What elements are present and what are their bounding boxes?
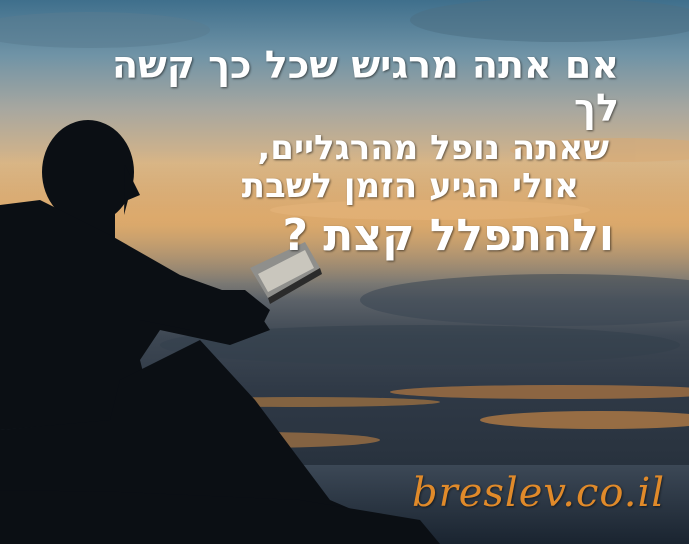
quote-block <box>99 44 619 261</box>
quote-line-1: אם אתה מרגיש שכל כך קשה לך <box>111 43 619 130</box>
site-watermark: breslev.co.il <box>412 470 666 516</box>
quote-line-4: ולהתפלל קצת ? <box>282 210 614 262</box>
quote-line-2: שאתה נופל מהרגליים, <box>257 128 609 169</box>
quote-line-3: אולי הגיע הזמן לשבת <box>241 166 579 207</box>
